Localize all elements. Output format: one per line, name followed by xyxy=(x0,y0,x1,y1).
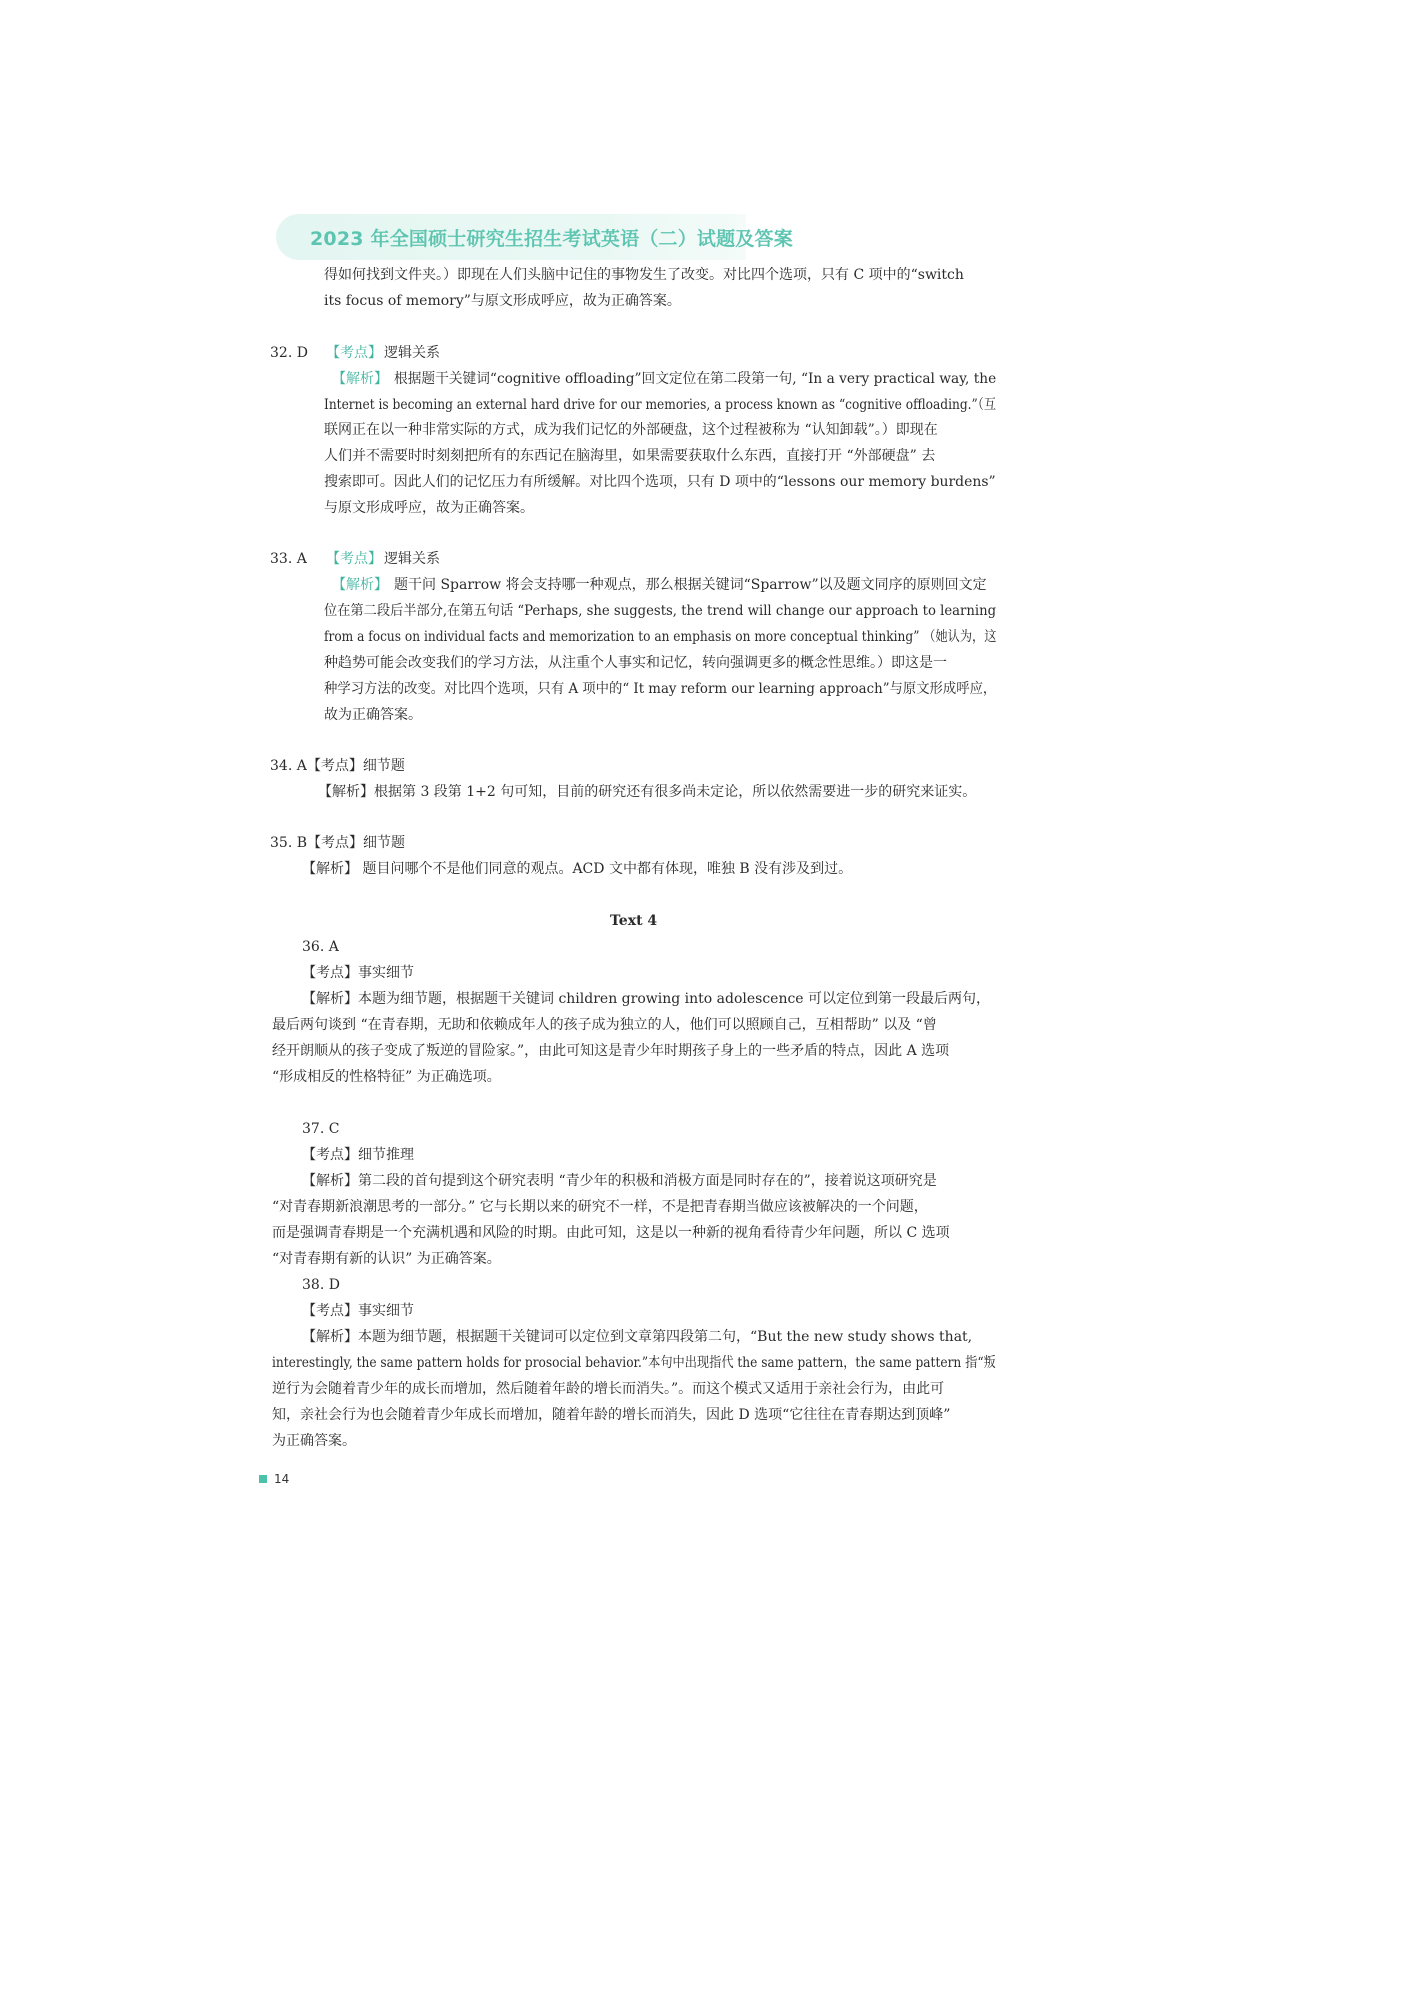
question-33-number: 33. A xyxy=(270,551,307,567)
question-36-number: 36. A xyxy=(302,939,339,955)
text-line: 故为正确答案。 xyxy=(324,707,422,723)
text-line: 种学习方法的改变。对比四个选项，只有 A 项中的“ It may reform our learning approach”与原文形成呼应， xyxy=(324,681,997,697)
text-line: 【考点】事实细节 xyxy=(302,1303,414,1319)
text-line: 经开朗顺从的孩子变成了叛逆的冒险家。”，由此可知这是青少年时期孩子身上的一些矛盾的特点，因此 A 选项 xyxy=(272,1043,950,1059)
text-line: 【考点】细节推理 xyxy=(302,1147,414,1163)
text-line: “形成相反的性格特征” 为正确选项。 xyxy=(272,1069,501,1085)
text-line: 种趋势可能会改变我们的学习方法，从注重个人事实和记忆，转向强调更多的概念性思维。）即这是一 xyxy=(324,655,947,671)
text-line: “对青春期有新的认识” 为正确答案。 xyxy=(272,1251,501,1267)
page-number: 14 xyxy=(274,1472,290,1486)
text-line: 为正确答案。 xyxy=(272,1433,356,1449)
text-line: 搜索即可。因此人们的记忆压力有所缓解。对比四个选项，只有 D 项中的“lessons our memory burdens” xyxy=(324,474,996,490)
text-line: 【考点】事实细节 xyxy=(302,965,414,981)
page-header-title: 2023 年全国硕士研究生招生考试英语（二）试题及答案 xyxy=(310,228,793,250)
text-line: “对青春期新浪潮思考的一部分。” 它与长期以来的研究不一样，不是把青春期当做应该被解决的一个问题， xyxy=(272,1199,928,1215)
section-heading-text-4: Text 4 xyxy=(610,913,658,929)
text-line: 逆行为会随着青少年的成长而增加，然后随着年龄的增长而消失。”。而这个模式又适用于亲社会行为，由此可 xyxy=(272,1381,945,1397)
question-35-heading: 35. B【考点】细节题 xyxy=(270,835,406,851)
text-line: its focus of memory”与原文形成呼应，故为正确答案。 xyxy=(324,293,681,309)
page-marker xyxy=(259,1475,267,1483)
tag-kaodian: 【考点】 xyxy=(326,345,382,361)
text-line: Internet is becoming an external hard drive for our memories, a process known as “cognitive offloading.”（互 xyxy=(324,397,997,413)
tag-jiexi: 【解析】 xyxy=(332,371,388,387)
tag-kaodian: 【考点】 xyxy=(326,551,382,567)
question-34-heading: 34. A【考点】细节题 xyxy=(270,758,405,774)
text-line: 【解析】本题为细节题，根据题干关键词 children growing into adolescence 可以定位到第一段最后两句， xyxy=(302,991,991,1007)
question-32-topic: 逻辑关系 xyxy=(384,345,440,361)
question-38-number: 38. D xyxy=(302,1277,340,1293)
text-line: 【解析】第二段的首句提到这个研究表明 “青少年的积极和消极方面是同时存在的”，接着说这项研究是 xyxy=(302,1173,937,1189)
text-line: 与原文形成呼应，故为正确答案。 xyxy=(324,500,534,516)
text-line: from a focus on individual facts and memorization to an emphasis on more conceptual thinking” （她认为，这 xyxy=(324,629,997,645)
question-33-topic: 逻辑关系 xyxy=(384,551,440,567)
text-line: 联网正在以一种非常实际的方式，成为我们记忆的外部硬盘，这个过程被称为 “认知卸载”。）即现在 xyxy=(324,422,938,438)
text-line: 位在第二段后半部分,在第五句话 “Perhaps, she suggests, the trend will change our approach to learning xyxy=(324,603,997,619)
text-line: 根据题干关键词“cognitive offloading”回文定位在第二段第一句, “In a very practical way, the xyxy=(394,371,997,387)
tag-jiexi: 【解析】 xyxy=(332,577,388,593)
text-line: 得如何找到文件夹。）即现在人们头脑中记住的事物发生了改变。对比四个选项，只有 C 项中的“switch xyxy=(324,267,964,283)
text-line: 【解析】本题为细节题，根据题干关键词可以定位到文章第四段第二句，“But the new study shows that, xyxy=(302,1329,973,1345)
text-line: 题干问 Sparrow 将会支持哪一种观点，那么根据关键词“Sparrow”以及题文同序的原则回文定 xyxy=(394,577,987,593)
text-line: interestingly, the same pattern holds for prosocial behavior.”本句中出现指代 the same pattern，the same pattern 指“叛 xyxy=(272,1355,996,1371)
text-line: 最后两句谈到 “在青春期，无助和依赖成年人的孩子成为独立的人，他们可以照顾自己，互相帮助” 以及 “曾 xyxy=(272,1017,937,1033)
text-line: 【解析】 题目问哪个不是他们同意的观点。ACD 文中都有体现，唯独 B 没有涉及到过。 xyxy=(302,861,853,877)
text-line: 知，亲社会行为也会随着青少年成长而增加，随着年龄的增长而消失，因此 D 选项“它往往在青春期达到顶峰” xyxy=(272,1407,951,1423)
text-line: 【解析】根据第 3 段第 1+2 句可知，目前的研究还有很多尚未定论，所以依然需要进一步的研究来证实。 xyxy=(318,784,977,800)
text-line: 人们并不需要时时刻刻把所有的东西记在脑海里，如果需要获取什么东西，直接打开 “外部硬盘” 去 xyxy=(324,448,936,464)
text-line: 而是强调青春期是一个充满机遇和风险的时期。由此可知，这是以一种新的视角看待青少年问题，所以 C 选项 xyxy=(272,1225,950,1241)
question-32-number: 32. D xyxy=(270,345,308,361)
question-37-number: 37. C xyxy=(302,1121,340,1137)
